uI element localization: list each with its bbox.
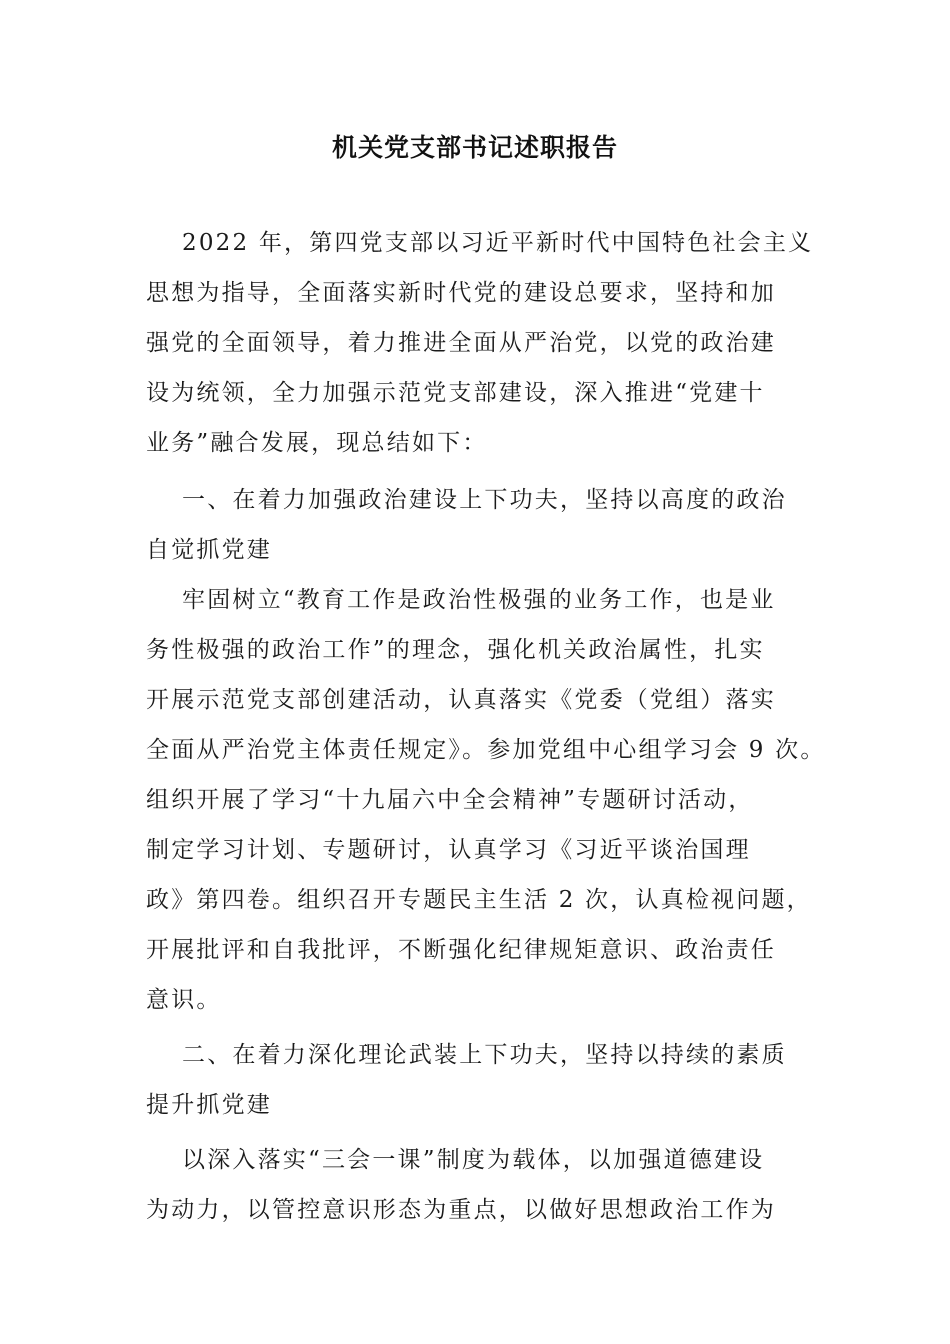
paragraph-line: 务性极强的政治工作”的理念，强化机关政治属性，扎实 — [146, 637, 765, 663]
paragraph-line: 2022 年，第四党支部以习近平新时代中国特色社会主义 — [182, 230, 814, 256]
paragraph-line: 思想为指导，全面落实新时代党的建设总要求，坚持和加 — [146, 280, 776, 306]
paragraph-line: 开展示范党支部创建活动，认真落实《党委（党组）落实 — [146, 687, 776, 713]
section-heading-line: 一、在着力加强政治建设上下功夫，坚持以高度的政治 — [182, 487, 787, 513]
paragraph-line: 业务”融合发展，现总结如下： — [146, 430, 488, 456]
paragraph-line: 以深入落实“三会一课”制度为载体，以加强道德建设 — [182, 1147, 765, 1173]
paragraph-line: 组织开展了学习“十九届六中全会精神”专题研讨活动， — [146, 787, 754, 813]
paragraph-line: 政》第四卷。组织召开专题民主生活 2 次，认真检视问题， — [146, 887, 812, 913]
section-heading-line: 二、在着力深化理论武装上下功夫，坚持以持续的素质 — [182, 1042, 787, 1068]
section-heading-line: 提升抓党建 — [146, 1092, 272, 1118]
paragraph-line: 强党的全面领导，着力推进全面从严治党，以党的政治建 — [146, 330, 776, 356]
paragraph-line: 为动力，以管控意识形态为重点，以做好思想政治工作为 — [146, 1197, 776, 1223]
paragraph-line: 意识。 — [146, 987, 222, 1013]
paragraph-line: 牢固树立“教育工作是政治性极强的业务工作，也是业 — [182, 587, 776, 613]
paragraph-line: 设为统领，全力加强示范党支部建设，深入推进“党建十 — [146, 380, 765, 406]
paragraph-line: 全面从严治党主体责任规定》。参加党组中心组学习会 9 次。 — [146, 737, 826, 763]
document-title: 机关党支部书记述职报告 — [331, 133, 618, 162]
paragraph-line: 制定学习计划、专题研讨，认真学习《习近平谈治国理 — [146, 837, 751, 863]
section-heading-line: 自觉抓党建 — [146, 537, 272, 563]
paragraph-line: 开展批评和自我批评，不断强化纪律规矩意识、政治责任 — [146, 937, 776, 963]
